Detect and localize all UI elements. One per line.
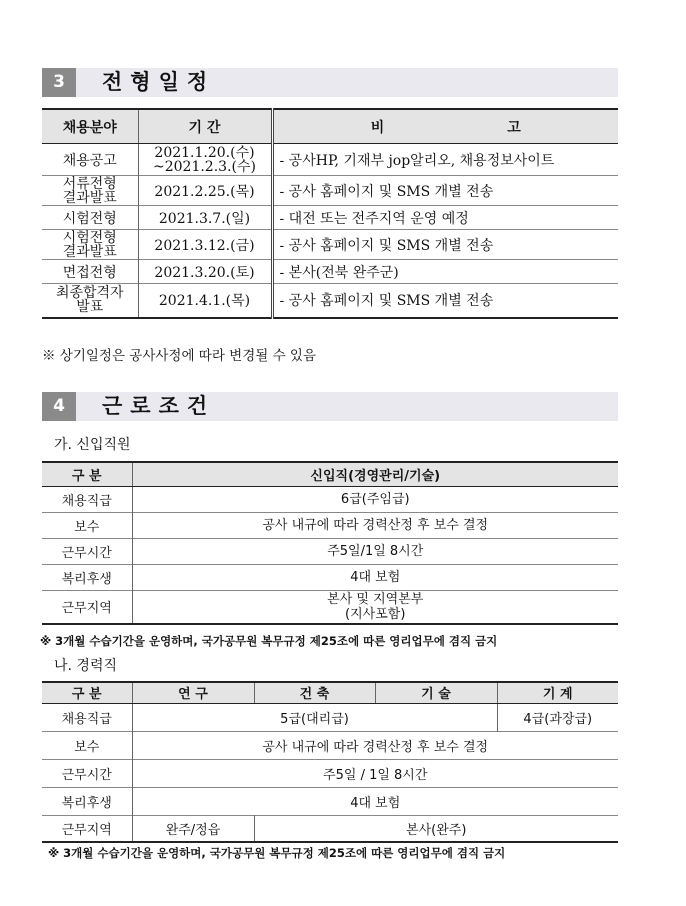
row-value <box>132 486 618 512</box>
header-field: 채용분야 <box>42 109 138 144</box>
career-footnote: ※ 3개월 수습기간을 운영하며, 국가공무원 복무규정 제25조에 따른 영리업무에 겸직 금지 <box>48 846 506 860</box>
table-row <box>42 564 618 590</box>
schedule-period <box>138 284 272 318</box>
schedule-field <box>42 284 138 318</box>
schedule-field-line: 발표 <box>76 299 104 316</box>
schedule-field-line: 면접전형 <box>62 264 117 281</box>
newhire-table <box>42 461 618 625</box>
row-label: 근무지역 <box>42 590 132 624</box>
schedule-note: - 공사 홈페이지 및 SMS 개별 전송 <box>272 230 618 260</box>
schedule-period <box>138 260 272 284</box>
schedule-field <box>42 176 138 206</box>
grade-main-value: 5급(대리급) <box>132 703 497 731</box>
location-others-value: 본사(완주) <box>254 815 618 842</box>
welfare-value: 4대 보험 <box>132 787 618 815</box>
table-row <box>42 230 618 260</box>
table-row <box>42 590 618 624</box>
schedule-period <box>138 206 272 230</box>
row-label: 복리후생 <box>42 787 132 815</box>
row-label: 근무시간 <box>42 759 132 787</box>
schedule-period-line: 2021.3.12.(금) <box>154 237 255 254</box>
schedule-field <box>42 206 138 230</box>
schedule-field-line: 서류전형 <box>62 175 117 192</box>
row-value-line: 6급(주임급) <box>340 491 410 507</box>
table-row <box>42 538 618 564</box>
row-label: 근무지역 <box>42 815 132 842</box>
table-row <box>42 144 618 176</box>
header-period: 기 간 <box>138 109 272 144</box>
row-value <box>132 538 618 564</box>
header-technology: 기 술 <box>375 682 497 703</box>
row-value-line: 4대 보험 <box>350 569 401 585</box>
schedule-table <box>42 108 618 319</box>
header-machinery: 기 계 <box>497 682 618 703</box>
table-row <box>42 815 618 842</box>
schedule-field-line: 시험전형 <box>62 229 117 246</box>
header-category: 구 분 <box>42 462 132 486</box>
schedule-field-line: 채용공고 <box>62 152 117 169</box>
section-title: 전형일정 <box>102 70 216 94</box>
schedule-field-line: 결과발표 <box>62 243 117 260</box>
table-header-row <box>42 109 618 144</box>
row-value <box>132 564 618 590</box>
career-subtitle: 나. 경력직 <box>54 658 117 674</box>
career-table <box>42 681 618 843</box>
schedule-field-line: 최종합격자 <box>55 285 124 302</box>
schedule-period-line: 2021.1.20.(수) <box>154 144 255 161</box>
row-value-line: (지사포함) <box>345 606 406 622</box>
schedule-note: - 본사(전북 완주군) <box>272 260 618 284</box>
section-title: 근로조건 <box>102 394 216 418</box>
header-research: 연 구 <box>132 682 254 703</box>
schedule-note: - 공사HP, 기재부 jop알리오, 채용정보사이트 <box>272 144 618 176</box>
row-label: 보수 <box>42 512 132 538</box>
table-row <box>42 486 618 512</box>
schedule-period-line: 2021.3.7.(일) <box>158 210 251 227</box>
table-row <box>42 787 618 815</box>
row-label: 복리후생 <box>42 564 132 590</box>
section-3-header <box>42 68 618 97</box>
location-research-value: 완주/정읍 <box>132 815 254 842</box>
schedule-period-line: ~2021.2.3.(수) <box>153 158 256 175</box>
row-value <box>132 512 618 538</box>
schedule-field <box>42 260 138 284</box>
table-row <box>42 703 618 731</box>
section-4-header <box>42 392 618 421</box>
table-row <box>42 260 618 284</box>
schedule-field-line: 결과발표 <box>62 189 117 206</box>
schedule-note: - 대전 또는 전주지역 운영 예정 <box>272 206 618 230</box>
table-row <box>42 176 618 206</box>
row-label: 근무시간 <box>42 538 132 564</box>
table-row <box>42 206 618 230</box>
schedule-field <box>42 144 138 176</box>
table-row <box>42 512 618 538</box>
header-note: 비 고 <box>272 109 618 144</box>
schedule-note: - 공사 홈페이지 및 SMS 개별 전송 <box>272 176 618 206</box>
header-architecture: 건 축 <box>254 682 375 703</box>
header-category: 구 분 <box>42 682 132 703</box>
row-label: 채용직급 <box>42 703 132 731</box>
hours-value: 주5일 / 1일 8시간 <box>132 759 618 787</box>
schedule-period <box>138 230 272 260</box>
row-value-line: 주5일/1일 8시간 <box>327 543 424 559</box>
row-value-line: 공사 내규에 따라 경력산정 후 보수 결정 <box>262 517 489 533</box>
table-header-row <box>42 462 618 486</box>
section-number: 3 <box>42 68 76 97</box>
section-number: 4 <box>42 392 76 421</box>
newhire-subtitle: 가. 신입직원 <box>54 437 131 453</box>
table-row <box>42 759 618 787</box>
pay-value: 공사 내규에 따라 경력산정 후 보수 결정 <box>132 731 618 759</box>
schedule-period-line: 2021.3.20.(토) <box>154 264 255 281</box>
row-label: 채용직급 <box>42 486 132 512</box>
schedule-field <box>42 230 138 260</box>
schedule-field-line: 시험전형 <box>62 210 117 227</box>
schedule-period-line: 2021.4.1.(목) <box>158 293 251 310</box>
schedule-footnote: ※ 상기일정은 공사사정에 따라 변경될 수 있음 <box>42 348 316 364</box>
schedule-note: - 공사 홈페이지 및 SMS 개별 전송 <box>272 284 618 318</box>
header-newhire: 신입직(경영관리/기술) <box>132 462 618 486</box>
table-row <box>42 731 618 759</box>
grade-machinery-value: 4급(과장급) <box>497 703 618 731</box>
schedule-period-line: 2021.2.25.(목) <box>154 183 255 200</box>
newhire-footnote: ※ 3개월 수습기간을 운영하며, 국가공무원 복무규정 제25조에 따른 영리업무에 겸직 금지 <box>40 634 498 648</box>
schedule-period <box>138 176 272 206</box>
table-row <box>42 284 618 318</box>
row-value-line: 본사 및 지역본부 <box>327 591 424 607</box>
row-value <box>132 590 618 624</box>
table-header-row <box>42 682 618 703</box>
schedule-period <box>138 144 272 176</box>
row-label: 보수 <box>42 731 132 759</box>
